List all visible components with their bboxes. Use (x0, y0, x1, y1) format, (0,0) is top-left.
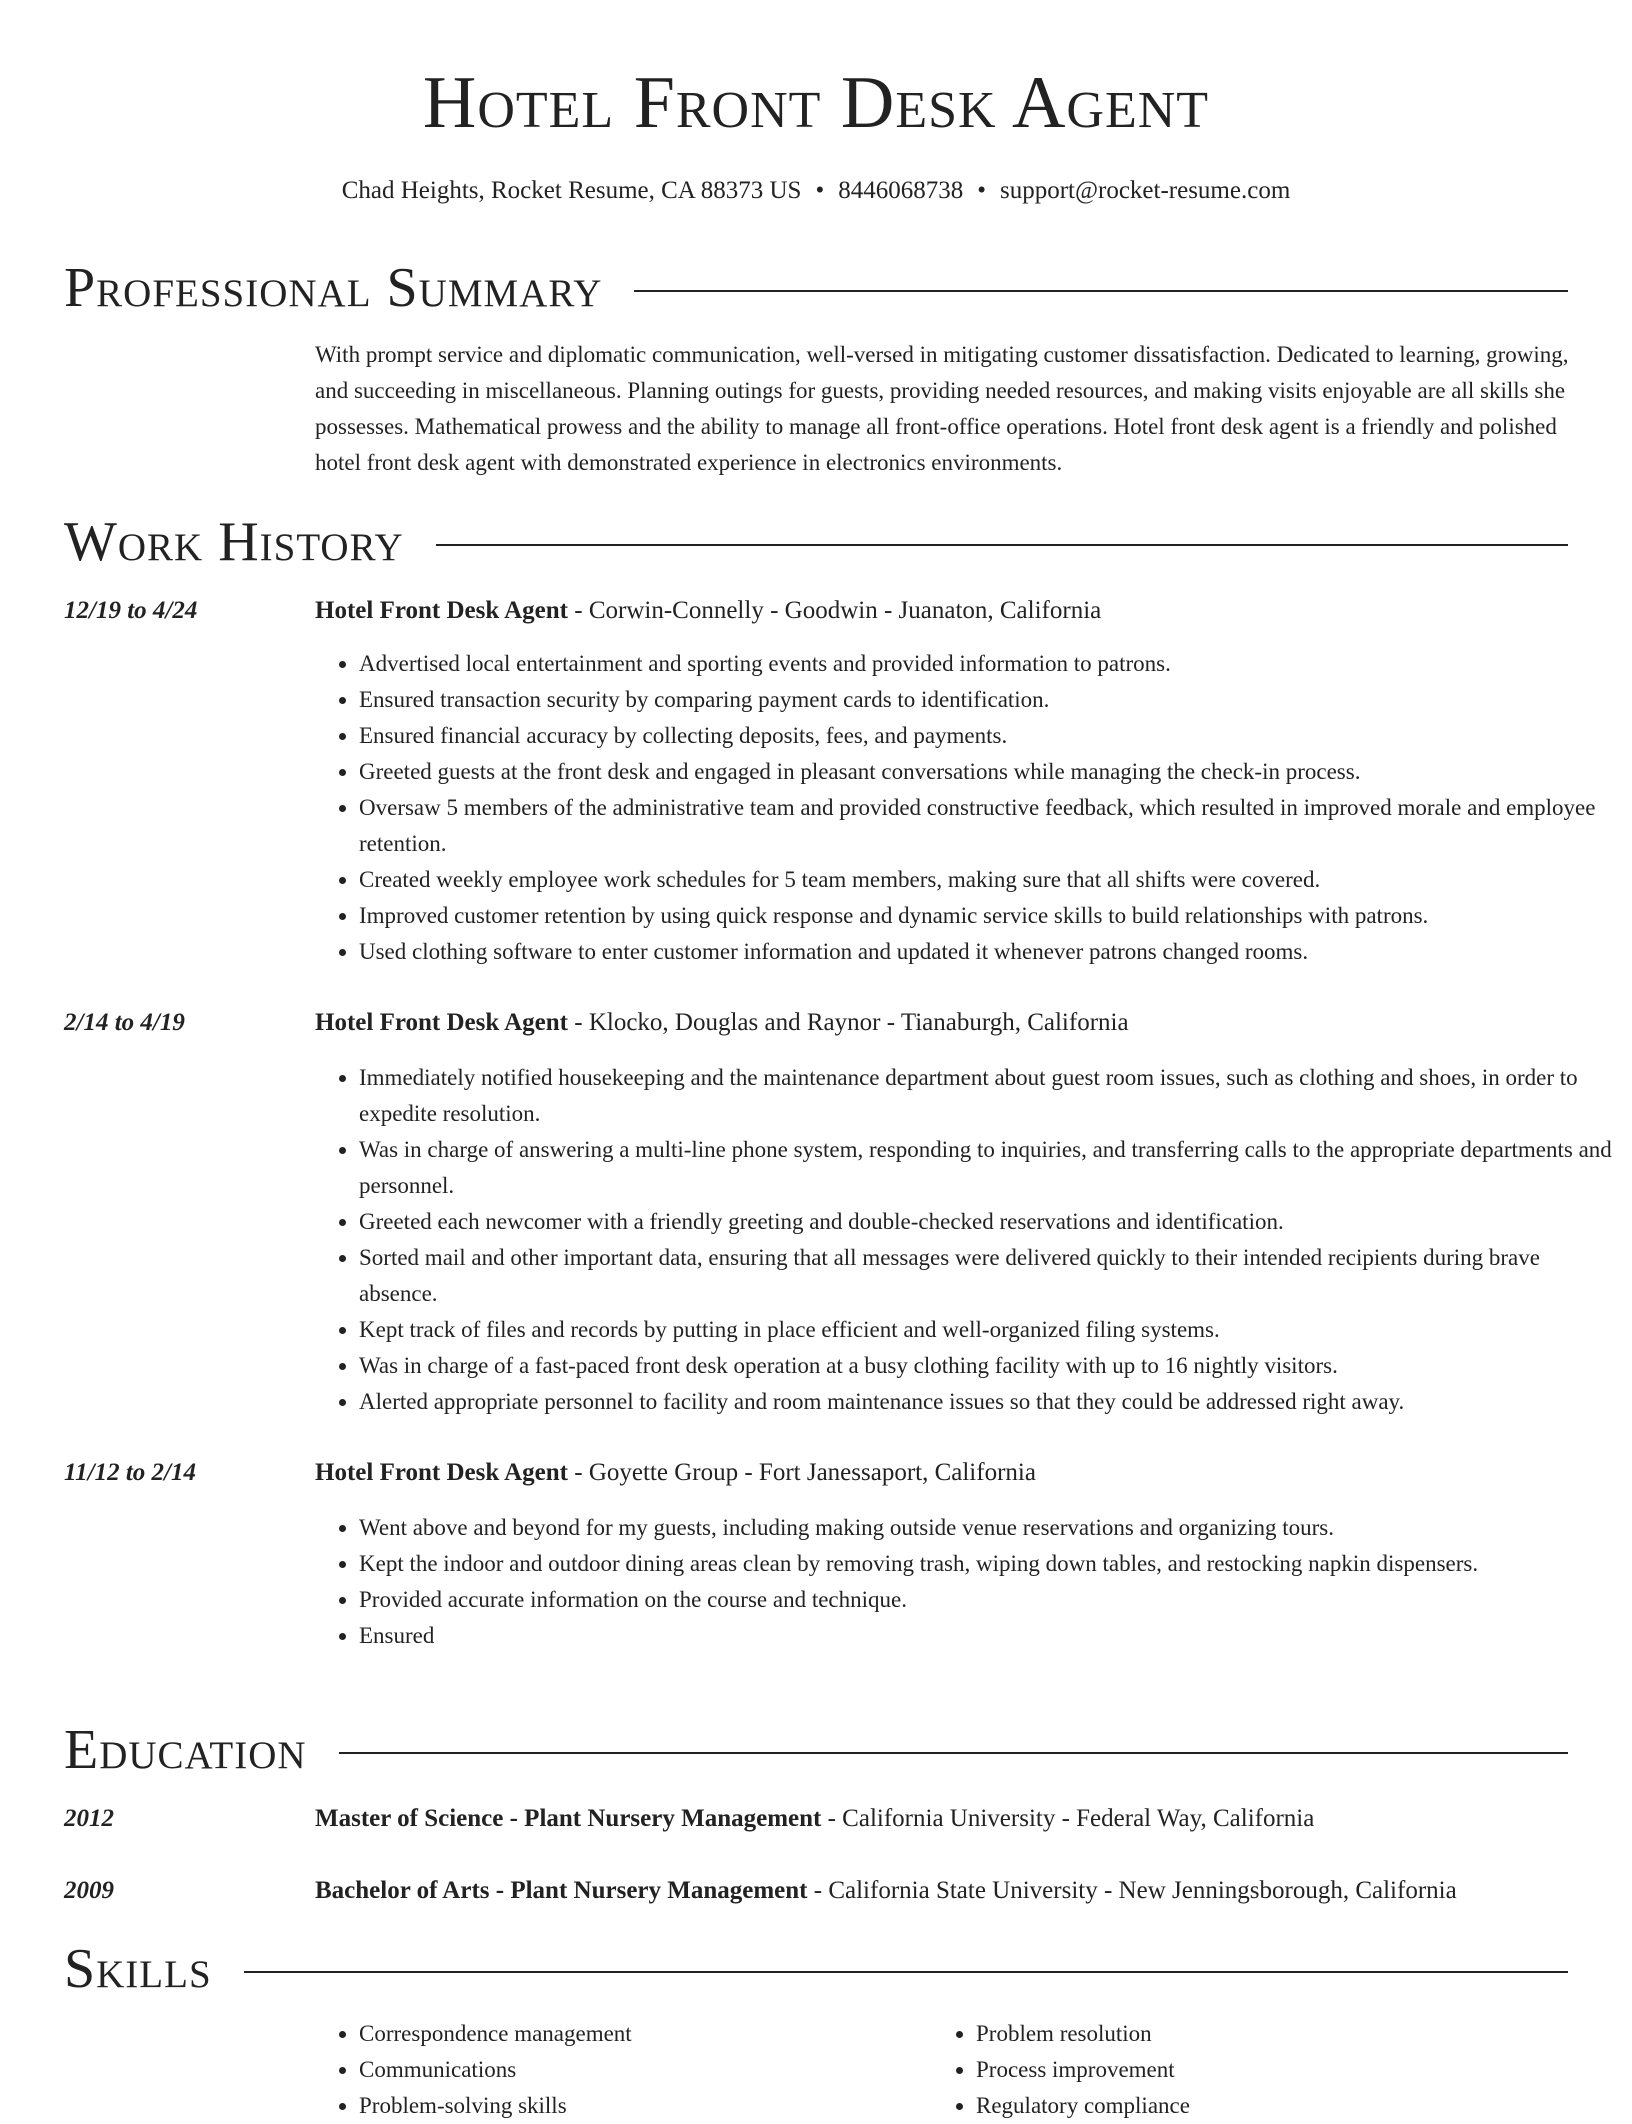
job-title-line (315, 1457, 1575, 1489)
education-degree: Bachelor of Arts - Plant Nursery Management (315, 1877, 808, 1904)
list-item: • Greeted guests at the front desk and engaged in pleasant conversations while managing the check-in process. (359, 754, 1614, 790)
section-divider (436, 544, 1568, 546)
skill-item: • Regulatory compliance (976, 2088, 1536, 2124)
education-year: 2009 (64, 1877, 114, 1904)
list-item: • Went above and beyond for my guests, including making outside venue reservations and organizing tours. (359, 1510, 1614, 1546)
job-details: - Goyette Group - Fort Janessaport, California (568, 1459, 1036, 1486)
list-item: • Ensured financial accuracy by collecting deposits, fees, and payments. (359, 718, 1614, 754)
list-item: • Was in charge of answering a multi-line phone system, responding to inquiries, and transferring calls to the appropriate departments and personnel. (359, 1132, 1614, 1204)
education-section-heading (64, 1718, 1568, 1782)
list-item: • Sorted mail and other important data, ensuring that all messages were delivered quickly to their intended recipients during brave absence. (359, 1240, 1614, 1312)
list-item: • Provided accurate information on the course and technique. (359, 1582, 1614, 1618)
summary-heading: Professional Summary (64, 257, 603, 319)
section-divider (634, 290, 1568, 292)
job-title: Hotel Front Desk Agent (315, 597, 568, 624)
skill-item: • Process improvement (976, 2052, 1536, 2088)
education-year: 2012 (64, 1805, 114, 1832)
job-dates: 11/12 to 2/14 (64, 1459, 196, 1486)
job-details: - Corwin-Connelly - Goodwin - Juanaton, California (568, 597, 1102, 624)
job-bullets (315, 646, 1614, 970)
job-details: - Klocko, Douglas and Raynor - Tianaburgh, California (568, 1009, 1129, 1036)
contact-separator: • (977, 177, 986, 204)
job-bullets (315, 1510, 1614, 1654)
resume-title: Hotel Front Desk Agent (422, 62, 1210, 144)
skill-item: • Correspondence management (359, 2016, 919, 2052)
list-item: • Ensured (359, 1618, 1614, 1654)
work-section-heading (64, 510, 1568, 574)
skills-section-heading (64, 1937, 1568, 2001)
skills-list-right (932, 2016, 1536, 2124)
list-item: • Used clothing software to enter customer information and updated it whenever patrons changed rooms. (359, 934, 1614, 970)
section-divider (244, 1971, 1568, 1973)
section-divider (339, 1752, 1568, 1754)
list-item: • Immediately notified housekeeping and the maintenance department about guest room issues, such as clothing and shoes, in order to expedite resolution. (359, 1060, 1614, 1132)
list-item: • Was in charge of a fast-paced front desk operation at a busy clothing facility with up to 16 nightly visitors. (359, 1348, 1614, 1384)
list-item: • Advertised local entertainment and sporting events and provided information to patrons. (359, 646, 1614, 682)
education-degree: Master of Science - Plant Nursery Management (315, 1805, 822, 1832)
skills-list-left (315, 2016, 919, 2124)
education-heading: Education (64, 1719, 307, 1781)
summary-section-heading (64, 256, 1568, 320)
education-line (315, 1803, 1575, 1835)
skill-item: • Problem resolution (976, 2016, 1536, 2052)
contact-address: Chad Heights, Rocket Resume, CA 88373 US (341, 177, 802, 204)
contact-phone: 8446068738 (838, 177, 964, 204)
education-line (315, 1875, 1575, 1907)
list-item: • Oversaw 5 members of the administrative team and provided constructive feedback, which resulted in improved morale and employee retention. (359, 790, 1614, 862)
summary-text: With prompt service and diplomatic communication, well-versed in mitigating customer dissatisfaction. Dedicated to learning, growing, and succeeding in miscellaneous. Planning outings for guests, providing needed resources, and making visits enjoyable are all skills she possesses. Mathematical prowess and the ability to manage all front-office operations. Hotel front desk agent is a friendly and polished hotel front desk agent with demonstrated experience in electronics environments. (315, 342, 1569, 475)
work-heading: Work History (64, 511, 404, 573)
contact-email: support@rocket-resume.com (999, 177, 1291, 204)
list-item: • Created weekly employee work schedules for 5 team members, making sure that all shifts were covered. (359, 862, 1614, 898)
skill-item: • Problem-solving skills (359, 2088, 919, 2124)
skill-item: • Communications (359, 2052, 919, 2088)
job-title-line (315, 595, 1575, 627)
job-bullets (315, 1060, 1614, 1420)
job-title: Hotel Front Desk Agent (315, 1009, 568, 1036)
job-dates: 2/14 to 4/19 (64, 1009, 185, 1036)
job-title-line (315, 1007, 1575, 1039)
job-title: Hotel Front Desk Agent (315, 1459, 568, 1486)
list-item: • Kept track of files and records by putting in place efficient and well-organized filing systems. (359, 1312, 1614, 1348)
job-dates: 12/19 to 4/24 (64, 597, 198, 624)
contact-line (0, 176, 1632, 206)
list-item: • Alerted appropriate personnel to facility and room maintenance issues so that they could be addressed right away. (359, 1384, 1614, 1420)
education-details: - California State University - New Jenningsborough, California (807, 1877, 1457, 1904)
contact-separator: • (815, 177, 825, 204)
list-item: • Kept the indoor and outdoor dining areas clean by removing trash, wiping down tables, and restocking napkin dispensers. (359, 1546, 1614, 1582)
list-item: • Ensured transaction security by comparing payment cards to identification. (359, 682, 1614, 718)
list-item: • Greeted each newcomer with a friendly greeting and double-checked reservations and identification. (359, 1204, 1614, 1240)
list-item: • Improved customer retention by using quick response and dynamic service skills to build relationships with patrons. (359, 898, 1614, 934)
education-details: - California University - Federal Way, California (821, 1805, 1315, 1832)
skills-heading: Skills (64, 1938, 212, 2000)
